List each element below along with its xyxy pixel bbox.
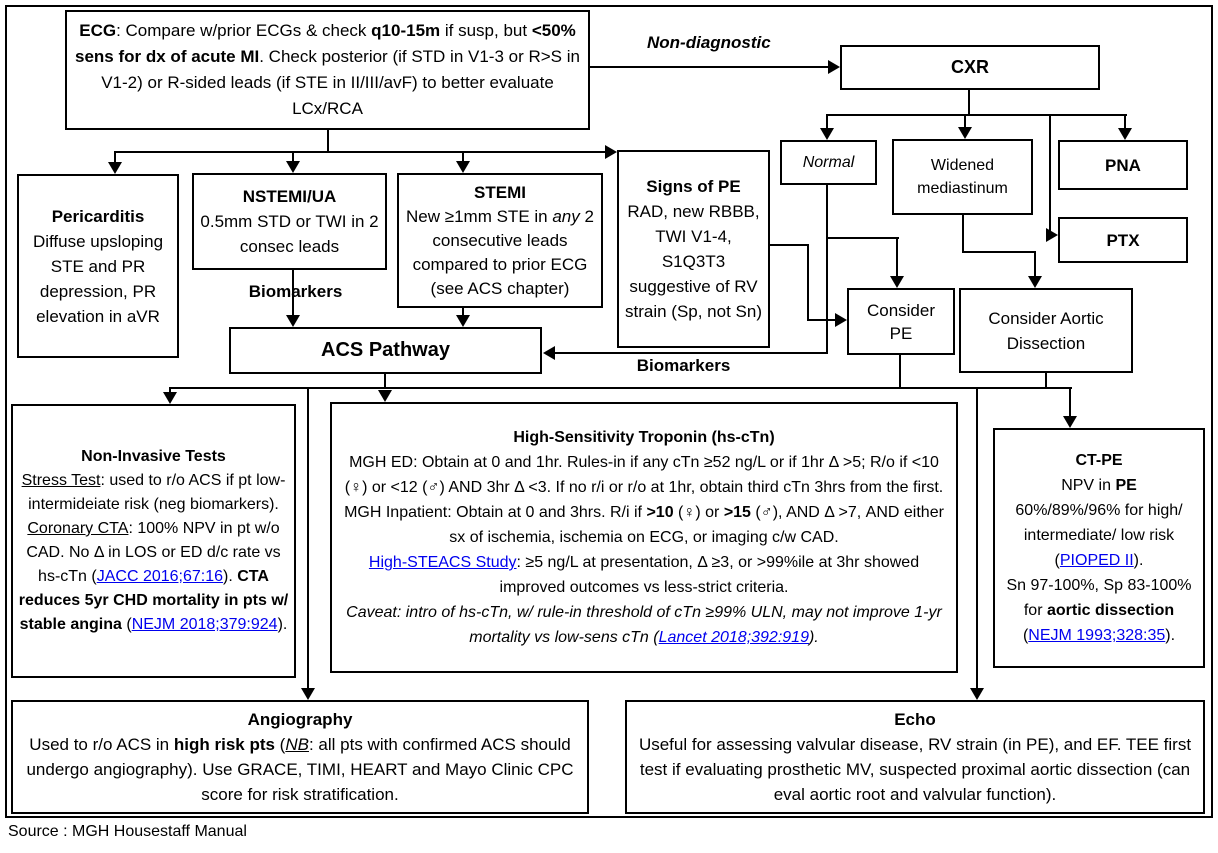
ptx-box bbox=[1058, 217, 1188, 263]
acs-pathway-box bbox=[229, 327, 542, 374]
arrowhead-to-normal bbox=[820, 128, 834, 140]
signs-of-pe-text: RAD, new RBBB, TWI V1-4, S1Q3T3 suggestive of RV strain (Sp, not Sn) bbox=[624, 202, 762, 321]
hs-ctn-text: MGH ED: Obtain at 0 and 1hr. Rules-in if any cTn ≥52 ng/L or if 1hr Δ >5; R/o if <10 (♀) or <12 (♂) AND 3hr Δ <3. If no r/i or r/o at 1hr, obtain third cTn 3hrs from the first. MGH Inpatient: Obtain at 0 and 3hrs. R/i if >10 (♀) or >15 (♂), AND Δ >7, AND either sx of ischemia, ischemia on ECG, or imaging c/w CAD. High-STEACS Study: ≥5 ng/L at presentation, Δ ≥3, or >99%ile at 3hr showed improved outcomes vs less-strict criteria. Caveat: intro of hs-cTn, w/ rule-in threshold of cTn ≥99% ULN, may not improve 1-yr mortality vs low-sens cTn (Lancet 2018;392:919). bbox=[344, 454, 944, 646]
arrowhead-to-hsctn bbox=[378, 390, 392, 402]
consider-pe-box bbox=[847, 288, 955, 355]
pericarditis-text: Diffuse upsloping STE and PR depression, PR elevation in aVR bbox=[32, 231, 164, 326]
arrowhead-to-signs-of-pe bbox=[605, 145, 617, 159]
signs-of-pe-title: Signs of PE bbox=[646, 177, 741, 196]
arrowhead-to-angiography bbox=[301, 688, 315, 700]
consider-aortic-dissection-box bbox=[959, 288, 1133, 373]
arrowhead-to-ctpe bbox=[1063, 416, 1077, 428]
consider-aortic-dissection-label: Consider Aortic Dissection bbox=[988, 308, 1104, 353]
connector-drop-ptx bbox=[1049, 115, 1051, 236]
arrowhead-stemi-to-acs bbox=[456, 315, 470, 327]
connector-to-ctpe bbox=[1069, 388, 1071, 419]
arrowhead-to-widened bbox=[958, 127, 972, 139]
echo-title: Echo bbox=[894, 710, 936, 729]
arrowhead-to-consider-pe-left bbox=[835, 313, 847, 327]
stemi-text: New ≥1mm STE in any 2 consecutive leads compared to prior ECG (see ACS chapter) bbox=[406, 206, 594, 298]
pna-label: PNA bbox=[1105, 155, 1141, 175]
arrowhead-to-consider-pe-top bbox=[890, 276, 904, 288]
widened-mediastinum-box bbox=[892, 139, 1033, 215]
echo-text: Useful for assessing valvular disease, RV strain (in PE), and EF. TEE first test if evaluating prosthetic MV, suspected proximal aortic dissection (can eval aortic root and valvular function). bbox=[638, 735, 1192, 804]
stemi-title: STEMI bbox=[474, 182, 526, 202]
arrowhead-nstemi-to-acs bbox=[286, 315, 300, 327]
arrowhead-to-ptx bbox=[1046, 228, 1058, 242]
nstemi-ua-title: NSTEMI/UA bbox=[242, 187, 337, 206]
pericarditis-title: Pericarditis bbox=[51, 206, 145, 226]
arrowhead-to-stemi bbox=[456, 161, 470, 173]
ct-pe-title: CT-PE bbox=[1075, 452, 1123, 469]
connector-consider-ad-bottom bbox=[1045, 373, 1047, 389]
hs-ctn-title: High-Sensitivity Troponin (hs-cTn) bbox=[513, 429, 775, 446]
arrowhead-to-pna bbox=[1118, 128, 1132, 140]
citation-link[interactable]: JACC 2016;67:16 bbox=[96, 568, 224, 585]
citation-link[interactable]: High-STEACS Study bbox=[368, 554, 517, 571]
connector-widened-down bbox=[962, 215, 964, 253]
normal-label: Normal bbox=[802, 154, 855, 171]
consider-pe-label: Consider PE bbox=[866, 300, 936, 343]
connector-normal-down bbox=[826, 185, 828, 354]
echo-box bbox=[625, 700, 1205, 814]
connector-signspe-exit-h1 bbox=[770, 244, 809, 246]
stemi-box bbox=[397, 173, 603, 308]
ecg-box bbox=[65, 10, 590, 130]
non-invasive-tests-box bbox=[11, 404, 296, 678]
arrowhead-to-cxr bbox=[828, 60, 840, 74]
arrowhead-to-echo bbox=[970, 688, 984, 700]
arrowhead-to-pericarditis bbox=[108, 162, 122, 174]
ecg-text: ECG: Compare w/prior ECGs & check q10-15m if susp, but <50% sens for dx of acute MI. Check posterior (if STD in V1-3 or R>S in V1-2) or R-sided leads (if STE in II/III/avF) to better evaluate LCx/RCA bbox=[75, 21, 580, 118]
connector-widened-right bbox=[962, 251, 1036, 253]
angiography-text: Used to r/o ACS in high risk pts (NB: all pts with confirmed ACS should undergo angiography). Use GRACE, TIMI, HEART and Mayo Clinic CPC score for risk stratification. bbox=[26, 735, 574, 804]
citation-link[interactable]: NEJM 1993;328:35 bbox=[1028, 627, 1166, 644]
connector-cxr-drop bbox=[968, 90, 970, 116]
biomarkers-label-right: Biomarkers bbox=[636, 356, 731, 375]
citation-link[interactable]: PIOPED II bbox=[1059, 552, 1134, 569]
connector-signspe-exit-v bbox=[807, 245, 809, 321]
connector-biomarkers-right bbox=[554, 352, 828, 354]
connector-bottom-branch bbox=[169, 387, 1072, 389]
ct-pe-box bbox=[993, 428, 1205, 668]
connector-to-echo bbox=[976, 388, 978, 691]
ptx-label: PTX bbox=[1106, 230, 1140, 250]
pna-box bbox=[1058, 140, 1188, 190]
pericarditis-box bbox=[17, 174, 179, 358]
hs-ctn-box bbox=[330, 402, 958, 673]
connector-top-branch bbox=[114, 151, 615, 153]
citation-link[interactable]: Lancet 2018;392:919 bbox=[658, 629, 809, 646]
signs-of-pe-box bbox=[617, 150, 770, 348]
connector-nondiagnostic bbox=[590, 66, 831, 68]
widened-mediastinum-label: Widened mediastinum bbox=[917, 157, 1008, 197]
non-invasive-tests-text: Stress Test: used to r/o ACS if pt low-intermideiate risk (neg biomarkers). Coronary CTA: 100% NPV in pt w/o CAD. No Δ in LOS or ED d/c rate vs hs-cTn (JACC 2016;67:16). CTA reduces 5yr CHD mortality in pts w/ stable angina (NEJM 2018;379:924). bbox=[18, 472, 289, 633]
connector-to-angiography bbox=[307, 388, 309, 691]
connector-considerad-drop bbox=[1034, 252, 1036, 279]
connector-cxr-branch bbox=[826, 114, 1127, 116]
ct-pe-text: NPV in PE 60%/89%/96% for high/ intermediate/ low risk (PIOPED II). Sn 97-100%, Sp 83-100% for aortic dissection (NEJM 1993;328:35). bbox=[1006, 477, 1192, 644]
arrowhead-to-acs-right bbox=[543, 346, 555, 360]
source-caption: Source : MGH Housestaff Manual bbox=[8, 823, 247, 840]
cxr-box bbox=[840, 45, 1100, 90]
acs-pathway-label: ACS Pathway bbox=[321, 339, 450, 361]
connector-consider-pe-bottom bbox=[899, 355, 901, 389]
arrowhead-to-nstemi bbox=[286, 161, 300, 173]
angiography-box bbox=[11, 700, 589, 814]
nstemi-ua-box bbox=[192, 173, 387, 270]
non-invasive-tests-title: Non-Invasive Tests bbox=[81, 448, 226, 465]
nstemi-ua-text: 0.5mm STD or TWI in 2 consec leads bbox=[200, 212, 379, 256]
connector-normal-right bbox=[826, 237, 899, 239]
connector-ecg-drop bbox=[327, 130, 329, 153]
connector-consider-pe-drop bbox=[896, 238, 898, 279]
arrowhead-to-consider-ad bbox=[1028, 276, 1042, 288]
biomarkers-label-left: Biomarkers bbox=[248, 282, 343, 301]
non-diagnostic-label: Non-diagnostic bbox=[647, 33, 771, 52]
cxr-title: CXR bbox=[950, 57, 989, 77]
citation-link[interactable]: NEJM 2018;379:924 bbox=[131, 616, 278, 633]
connector-signspe-exit-h2 bbox=[807, 319, 838, 321]
normal-box bbox=[780, 140, 877, 185]
angiography-title: Angiography bbox=[247, 710, 353, 729]
arrowhead-to-noninvasive bbox=[163, 392, 177, 404]
